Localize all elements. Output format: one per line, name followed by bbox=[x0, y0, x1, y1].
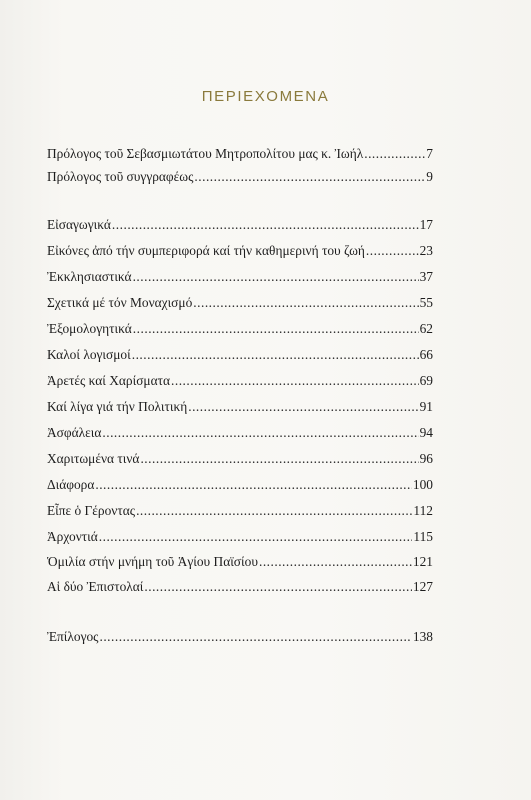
toc-entry bbox=[47, 502, 433, 520]
toc-entry bbox=[47, 553, 433, 571]
toc-entry-page: 91 bbox=[419, 399, 433, 414]
dot-leader bbox=[133, 320, 419, 338]
toc-entry-title: Ἀρετές καί Χαρίσματα bbox=[47, 373, 171, 388]
dot-leader bbox=[95, 476, 412, 494]
toc-entry-page: 112 bbox=[413, 503, 433, 518]
toc-entry-title: Ἐξομολογητικά bbox=[47, 321, 132, 336]
toc-entry-page: 66 bbox=[419, 347, 433, 362]
toc-entry-title: Ἀσφάλεια bbox=[47, 425, 102, 440]
toc-entry-page: 23 bbox=[419, 243, 433, 258]
toc-entry-page: 127 bbox=[412, 579, 433, 594]
toc-entry-page: 69 bbox=[419, 373, 433, 388]
dot-leader bbox=[171, 372, 419, 390]
dot-leader bbox=[99, 628, 411, 646]
toc-entry-title: Καί λίγα γιά τήν Πολιτική bbox=[47, 399, 188, 414]
toc-entry-title: Πρόλογος τοῦ συγγραφέως bbox=[47, 169, 194, 184]
toc-entry bbox=[47, 372, 433, 390]
toc-entry-page: 55 bbox=[419, 295, 433, 310]
toc-entry-title: Πρόλογος τοῦ Σεβασμιωτάτου Μητροπολίτου μας κ. Ἰωήλ bbox=[47, 146, 364, 161]
toc-entry bbox=[47, 476, 433, 494]
toc-entry-page: 100 bbox=[412, 477, 433, 492]
toc-entry-page: 62 bbox=[419, 321, 433, 336]
toc-entry bbox=[47, 216, 433, 234]
toc-entry-title: Ἐπίλογος bbox=[47, 629, 99, 644]
toc-entry bbox=[47, 268, 433, 286]
toc-entry-title: Εἶπε ὁ Γέροντας bbox=[47, 503, 136, 518]
dot-leader bbox=[364, 145, 425, 163]
toc-entry bbox=[47, 346, 433, 364]
contents-heading: ΠΕΡΙΕΧΟΜΕΝΑ bbox=[201, 88, 330, 105]
toc-entry bbox=[47, 168, 433, 186]
toc-entry-title: Χαριτωμένα τινά bbox=[47, 451, 140, 466]
dot-leader bbox=[133, 268, 419, 286]
toc-entry-page: 17 bbox=[419, 217, 433, 232]
toc-entry bbox=[47, 628, 433, 646]
toc-entry bbox=[47, 398, 433, 416]
dot-leader bbox=[194, 168, 425, 186]
toc-entry-page: 138 bbox=[412, 629, 433, 644]
dot-leader bbox=[112, 216, 419, 234]
toc-entry bbox=[47, 320, 433, 338]
toc-entry-title: Εἰσαγωγικά bbox=[47, 217, 111, 232]
dot-leader bbox=[102, 424, 418, 442]
dot-leader bbox=[188, 398, 418, 416]
toc-entry-page: 37 bbox=[419, 269, 433, 284]
toc-entry bbox=[47, 424, 433, 442]
toc-entry bbox=[47, 528, 433, 546]
dot-leader bbox=[136, 502, 412, 520]
toc-entry-title: Καλοί λογισμοί bbox=[47, 347, 131, 362]
toc-entry-page: 115 bbox=[413, 529, 433, 544]
toc-entry-page: 96 bbox=[419, 451, 433, 466]
toc-entry-title: Ὁμιλία στήν μνήμη τοῦ Ἁγίου Παϊσίου bbox=[47, 554, 258, 569]
dot-leader bbox=[132, 346, 419, 364]
dot-leader bbox=[144, 578, 412, 596]
dot-leader bbox=[259, 553, 412, 571]
toc-entry bbox=[47, 294, 433, 312]
toc-entry bbox=[47, 242, 433, 260]
toc-entry-title: Σχετικά μέ τόν Μοναχισμό bbox=[47, 295, 193, 310]
toc-entry bbox=[47, 578, 433, 596]
dot-leader bbox=[193, 294, 418, 312]
toc-entry-page: 9 bbox=[426, 169, 433, 184]
toc-entry-title: Ἀρχοντιά bbox=[47, 529, 98, 544]
toc-entry-page: 121 bbox=[412, 554, 433, 569]
toc-entry-title: Εἰκόνες ἀπό τήν συμπεριφορά καί τήν καθημερινή του ζωή bbox=[47, 243, 365, 258]
dot-leader bbox=[99, 528, 413, 546]
dot-leader bbox=[140, 450, 418, 468]
toc-entry-page: 7 bbox=[426, 146, 433, 161]
dot-leader bbox=[366, 242, 419, 260]
toc-entry-title: Αἱ δύο Ἐπιστολαί bbox=[47, 579, 144, 594]
toc-entry bbox=[47, 145, 433, 163]
toc-entry bbox=[47, 450, 433, 468]
toc-entry-title: Διάφορα bbox=[47, 477, 95, 492]
toc-entry-page: 94 bbox=[419, 425, 433, 440]
toc-entry-title: Ἐκκλησιαστικά bbox=[47, 269, 132, 284]
